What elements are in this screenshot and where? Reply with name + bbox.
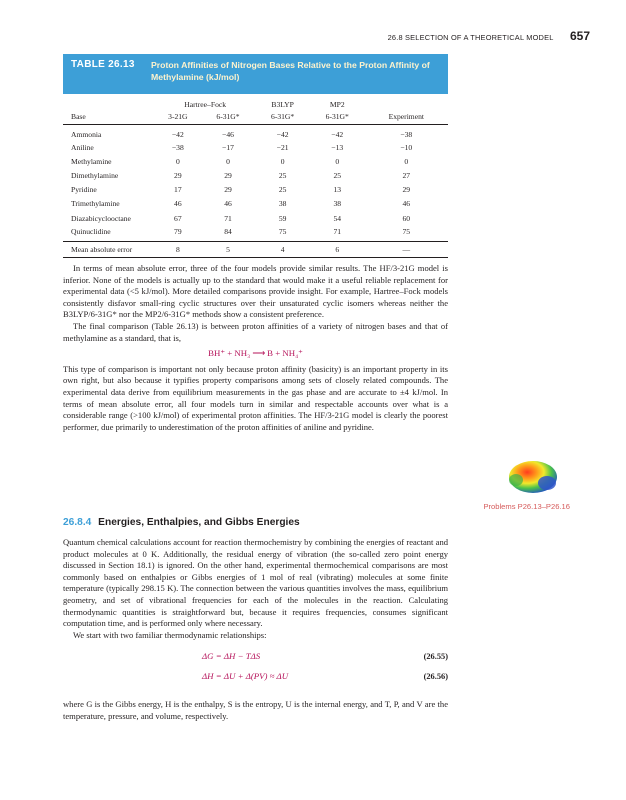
paragraph-relationships-intro: We start with two familiar thermodynamic relationships: bbox=[73, 629, 267, 640]
section-text-block bbox=[63, 537, 448, 723]
table-cell: −10 bbox=[400, 142, 413, 152]
table-cell: 25 bbox=[278, 185, 287, 195]
table-cell: 25 bbox=[278, 170, 287, 180]
summary-cell: 6 bbox=[310, 241, 365, 257]
table-cell: −42 bbox=[331, 129, 344, 139]
equation-26-55 bbox=[63, 651, 448, 671]
table-cell: 46 bbox=[174, 199, 182, 209]
table-cell: 38 bbox=[333, 199, 342, 209]
table-cell: 75 bbox=[278, 227, 287, 237]
table-label: TABLE 26.13 bbox=[71, 59, 135, 70]
table-cell: 0 bbox=[335, 156, 340, 166]
table-row bbox=[63, 225, 448, 241]
table-summary-row bbox=[63, 241, 448, 257]
table-row bbox=[63, 211, 448, 225]
table-cell: 0 bbox=[404, 156, 409, 166]
table-cell: 46 bbox=[402, 199, 411, 209]
paragraph-definitions: where G is the Gibbs energy, H is the enthalpy, S is the entropy, U is the internal energy, and T, P, and V are the temperature, pressure, and volume, respectively. bbox=[63, 699, 448, 721]
table-row bbox=[63, 140, 448, 154]
paragraph-mean-error: In terms of mean absolute error, three of the four models provide similar results. The HF/3-21G model is inferior. None of the models is actually up to the standard that would make it a useful reliable replacement for experimental data (<5 kJ/mol). More detailed comparisons provide insight. For example, Hartree–Fock models consistently disfavor small-ring cyclic structures over their unsaturated cyclic isomers whereas neither the B3LYP/6-31G* nor the MP2/6-31G* methods show a consistent preference. bbox=[63, 263, 448, 320]
row-base-name: Pyridine bbox=[71, 185, 97, 195]
section-title: Energies, Enthalpies, and Gibbs Energies bbox=[98, 517, 300, 528]
row-base-name: Methylamine bbox=[71, 156, 112, 166]
table-cell: 60 bbox=[402, 213, 411, 223]
table-cell: −38 bbox=[400, 129, 413, 139]
table-cell: −46 bbox=[222, 129, 234, 139]
column-header: Base bbox=[63, 109, 155, 124]
table-row bbox=[63, 124, 448, 140]
table-cell: 75 bbox=[402, 227, 411, 237]
section-number: 26.8.4 bbox=[63, 517, 92, 528]
summary-cell: — bbox=[365, 241, 448, 257]
problems-reference: Problems P26.13–P26.16 bbox=[483, 502, 570, 511]
table-row bbox=[63, 168, 448, 182]
group-header-hartree-fock: Hartree–Fock bbox=[184, 100, 227, 109]
equation-expression: ΔH = ΔU + Δ(PV) ≈ ΔU bbox=[202, 671, 289, 682]
reaction-equation: BH⁺ + NH₃ ⟶ B + NH₄⁺ bbox=[208, 348, 303, 359]
table-cell: 46 bbox=[224, 199, 232, 209]
page-number: 657 bbox=[569, 29, 590, 43]
table-row bbox=[63, 154, 448, 168]
column-header: Experiment bbox=[365, 109, 448, 124]
row-base-name: Aniline bbox=[71, 142, 94, 152]
table-row bbox=[63, 183, 448, 197]
running-head bbox=[0, 27, 590, 45]
table-cell: 67 bbox=[174, 213, 182, 223]
summary-cell: 4 bbox=[255, 241, 310, 257]
intro-text-block bbox=[63, 263, 448, 433]
table-cell: 84 bbox=[224, 227, 232, 237]
table-cell: 0 bbox=[280, 156, 285, 166]
equation-number: (26.55) bbox=[423, 652, 448, 662]
table-cell: −42 bbox=[171, 129, 184, 139]
equation-number: (26.56) bbox=[423, 672, 448, 682]
section-heading bbox=[63, 517, 300, 528]
row-base-name: Trimethylamine bbox=[71, 199, 120, 209]
table-row bbox=[63, 197, 448, 211]
table-cell: 71 bbox=[333, 227, 342, 237]
table-cell: 29 bbox=[224, 185, 232, 195]
row-base-name: Dimethylamine bbox=[71, 170, 119, 180]
row-base-name: Diazabicyclooctane bbox=[71, 213, 131, 223]
paragraph-comparison-importance: This type of comparison is important not only because proton affinity (basicity) is an important property in its own right, but also because it typifies property comparisons among sets of closely related compounds. The experimental data derive from equilibrium measurements in the gas phase and are accurate to ±4 kJ/mol. In terms of mean absolute error, all four models turn in similar and respectable accounts over what is a considerable range (>100 kJ/mol) of experimental proton affinities. The HF/3-21G model is clearly the poorest performer, due primarily to underestimation of the proton affinities of aniline and pyridine. bbox=[63, 363, 448, 432]
table-cell: 0 bbox=[175, 156, 180, 166]
equation-expression: ΔG = ΔH − TΔS bbox=[202, 651, 261, 662]
table-cell: 17 bbox=[174, 185, 182, 195]
column-header: 3-21G bbox=[155, 109, 201, 124]
equation-26-56 bbox=[63, 671, 448, 691]
table-cell: 29 bbox=[174, 170, 182, 180]
table-cell: 79 bbox=[174, 227, 182, 237]
table-title-bar bbox=[63, 54, 448, 94]
table-cell: 54 bbox=[333, 213, 342, 223]
running-head-title: 26.8 SELECTION OF A THEORETICAL MODEL bbox=[387, 33, 554, 42]
table-cell: 71 bbox=[224, 213, 232, 223]
summary-cell: 8 bbox=[155, 241, 201, 257]
table-cell: −21 bbox=[276, 142, 289, 152]
group-header-mp2: MP2 bbox=[329, 100, 345, 109]
molecule-surface-icon bbox=[503, 456, 563, 496]
table-cell: −13 bbox=[331, 142, 344, 152]
proton-affinity-table bbox=[63, 94, 448, 258]
paragraph-quantum-thermochemistry: Quantum chemical calculations account for reaction thermochemistry by combining the energies of reactant and product molecules at 0 K. Additionally, the residual energy of vibration (the so-called zero point energy discussed in Section 18.1) is ignored. On the other hand, experimental thermochemical comparisons are most commonly based on enthalpies or Gibbs energies of 1 mol of real (vibrating) molecules at some finite temperature (typically 298.15 K). The connection between the various quantities involves the mass, equilibrium geometry, and set of vibrational frequencies for each of the molecules in the reaction. Calculating thermodynamic quantities is straightforward but, because it requires frequencies, consumes significant computation time, and is performed only where necessary. bbox=[63, 537, 448, 629]
table-cell: 29 bbox=[402, 185, 411, 195]
table-cell: 13 bbox=[333, 185, 342, 195]
table-column-header-row bbox=[63, 109, 448, 124]
table-cell: 29 bbox=[224, 170, 232, 180]
table-cell: 25 bbox=[333, 170, 342, 180]
column-header: 6-31G* bbox=[310, 109, 365, 124]
table-cell: −38 bbox=[171, 142, 184, 152]
table-caption: Proton Affinities of Nitrogen Bases Relative to the Proton Affinity of Methylamine (kJ/mol) bbox=[151, 60, 430, 82]
electrostatic-potential-map-image bbox=[503, 456, 563, 496]
table-cell: 38 bbox=[278, 199, 287, 209]
table-cell: 59 bbox=[278, 213, 287, 223]
summary-cell: 5 bbox=[201, 241, 256, 257]
table-cell: −17 bbox=[222, 142, 234, 152]
paragraph-final-comparison: The final comparison (Table 26.13) is between proton affinities of a variety of nitrogen bases and that of methylamine as a standard, that is, bbox=[63, 320, 448, 343]
table-cell: 27 bbox=[402, 170, 411, 180]
table-26-13 bbox=[63, 54, 448, 258]
table-group-header-row bbox=[63, 94, 448, 109]
group-header-b3lyp: B3LYP bbox=[271, 100, 294, 109]
row-base-name: Quinuclidine bbox=[71, 227, 111, 237]
summary-label: Mean absolute error bbox=[63, 241, 155, 257]
table-cell: −42 bbox=[276, 129, 289, 139]
column-header: 6-31G* bbox=[255, 109, 310, 124]
row-base-name: Ammonia bbox=[71, 129, 102, 139]
table-cell: 0 bbox=[226, 156, 230, 166]
column-header: 6-31G* bbox=[201, 109, 256, 124]
table-body bbox=[63, 124, 448, 241]
